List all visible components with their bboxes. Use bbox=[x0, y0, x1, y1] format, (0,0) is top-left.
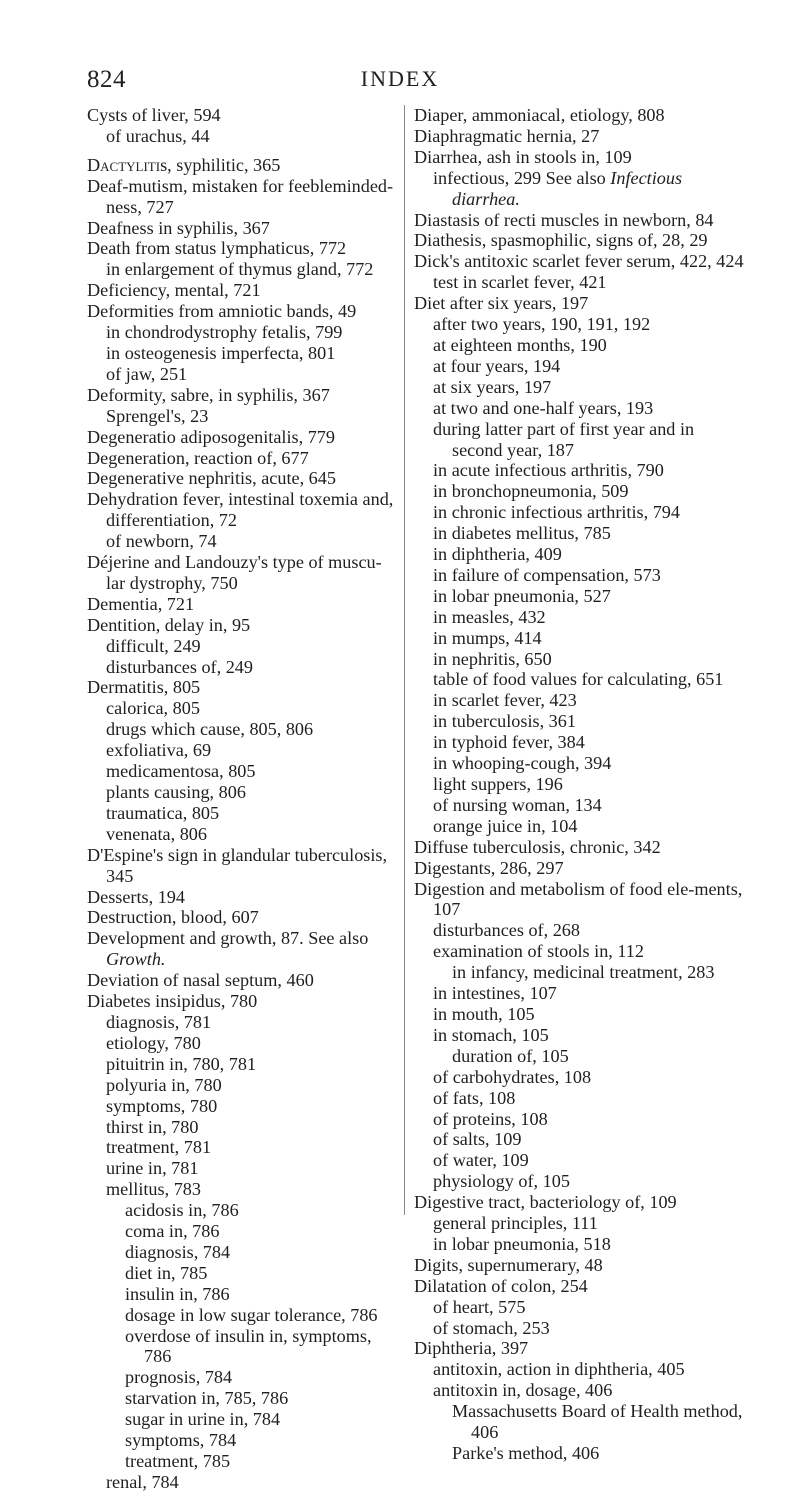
index-entry-text: of carbohydrates, 108 bbox=[433, 1066, 592, 1087]
index-entry bbox=[414, 105, 744, 126]
index-entry-text: of fats, 108 bbox=[433, 1087, 516, 1108]
index-entry bbox=[87, 991, 399, 1012]
index-entry bbox=[125, 1200, 399, 1221]
index-entry-text: pituitrin in, 780, 781 bbox=[106, 1053, 257, 1074]
index-entry bbox=[433, 1088, 744, 1109]
index-entry bbox=[433, 586, 744, 607]
index-entry-text: Digits, supernumerary, 48 bbox=[414, 1254, 603, 1275]
index-entry-text: disturbances of, 249 bbox=[106, 656, 253, 677]
index-entry bbox=[433, 1318, 744, 1339]
index-entry-text: Dermatitis, 805 bbox=[87, 677, 201, 698]
index-entry bbox=[433, 669, 744, 690]
index-entry-text: Digestive tract, bacteriology of, 109 bbox=[414, 1192, 677, 1213]
index-entry bbox=[414, 147, 744, 168]
index-entry bbox=[433, 607, 744, 628]
index-entry bbox=[106, 364, 399, 385]
index-entry bbox=[433, 649, 744, 670]
index-entry-text: antitoxin in, dosage, 406 bbox=[433, 1380, 613, 1401]
index-entry-text: in acute infectious arthritis, 790 bbox=[433, 460, 664, 481]
index-entry bbox=[414, 858, 744, 879]
index-entry bbox=[87, 427, 399, 448]
index-entry-text: dosage in low sugar tolerance, 786 bbox=[125, 1304, 378, 1325]
index-entry bbox=[433, 732, 744, 753]
index-entry bbox=[452, 962, 744, 983]
index-entry bbox=[433, 565, 744, 586]
index-entry bbox=[87, 677, 399, 698]
index-entry bbox=[106, 531, 399, 552]
index-entry-text: drugs which cause, 805, 806 bbox=[106, 719, 314, 740]
index-entry-text: diagnosis, 784 bbox=[125, 1241, 231, 1262]
index-entry bbox=[414, 293, 744, 314]
index-entry-text: Sprengel's, 23 bbox=[106, 405, 209, 426]
index-entry-text: in measles, 432 bbox=[433, 606, 546, 627]
index-entry bbox=[433, 1359, 744, 1380]
index-entry bbox=[433, 398, 744, 419]
index-entry-text: Diphtheria, 397 bbox=[414, 1338, 529, 1359]
index-entry bbox=[87, 301, 399, 322]
page-number: 824 bbox=[87, 66, 126, 93]
index-entry bbox=[433, 460, 744, 481]
index-entry bbox=[125, 1242, 399, 1263]
index-entry bbox=[106, 1472, 399, 1493]
index-entry-text: in chondrodystrophy fetalis, 799 bbox=[106, 322, 343, 343]
index-entry-text: Degenerative nephritis, acute, 645 bbox=[87, 468, 336, 489]
index-entry-text: prognosis, 784 bbox=[125, 1367, 233, 1388]
index-entry-text: exfoliativa, 69 bbox=[106, 740, 212, 761]
index-column-left bbox=[87, 105, 399, 1493]
index-entry-text: Deviation of nasal septum, 460 bbox=[87, 970, 314, 991]
index-entry-text: in enlargement of thymus gland, 772 bbox=[106, 259, 374, 280]
index-entry bbox=[433, 1213, 744, 1234]
index-entry bbox=[106, 406, 399, 427]
index-entry-text: in stomach, 105 bbox=[433, 1024, 549, 1045]
index-entry bbox=[87, 594, 399, 615]
index-entry-text: Diet after six years, 197 bbox=[414, 293, 589, 314]
index-entry-text: Déjerine and Landouzy's type of muscu-lar dystrophy, 750 bbox=[87, 552, 382, 593]
index-entry bbox=[87, 448, 399, 469]
index-entry-text: polyuria in, 780 bbox=[106, 1074, 222, 1095]
index-entry-text: Death from status lymphaticus, 772 bbox=[87, 238, 347, 259]
index-cross-reference: Infectious diarrhea. bbox=[452, 167, 683, 209]
index-entry bbox=[87, 970, 399, 991]
index-entry-text: table of food values for calculating, 651 bbox=[433, 669, 724, 690]
index-entry bbox=[414, 230, 744, 251]
index-entry bbox=[106, 636, 399, 657]
index-entry-text: Parke's method, 406 bbox=[452, 1443, 600, 1463]
index-entry-text: Dementia, 721 bbox=[87, 593, 195, 614]
index-entry bbox=[414, 1192, 744, 1213]
index-entry bbox=[433, 1150, 744, 1171]
index-entry bbox=[433, 502, 744, 523]
index-entry bbox=[433, 419, 744, 461]
index-entry-text: venenata, 806 bbox=[106, 823, 207, 844]
index-entry-text: diagnosis, 781 bbox=[106, 1011, 212, 1032]
index-entry bbox=[433, 795, 744, 816]
index-entry-text: treatment, 781 bbox=[106, 1137, 212, 1158]
index-entry bbox=[125, 1284, 399, 1305]
index-entry-text: medicamentosa, 805 bbox=[106, 761, 256, 782]
index-entry-text: in intestines, 107 bbox=[433, 983, 557, 1004]
index-entry-text: test in scarlet fever, 421 bbox=[433, 272, 607, 293]
index-entry bbox=[433, 1297, 744, 1318]
index-entry-text: urine in, 781 bbox=[106, 1158, 199, 1179]
index-entry-text: in diabetes mellitus, 785 bbox=[433, 523, 611, 544]
index-entry bbox=[433, 711, 744, 732]
index-entry bbox=[125, 1367, 399, 1388]
index-entry bbox=[106, 719, 399, 740]
index-entry-text: physiology of, 105 bbox=[433, 1171, 570, 1192]
index-entry bbox=[87, 615, 399, 636]
index-entry bbox=[433, 1004, 744, 1025]
index-entry bbox=[87, 907, 399, 928]
index-entry-text: treatment, 785 bbox=[125, 1451, 231, 1471]
index-entry bbox=[87, 887, 399, 908]
index-entry-text: Dehydration fever, intestinal toxemia and, differentiation, 72 bbox=[87, 489, 394, 531]
index-cross-reference: Growth. bbox=[106, 949, 166, 970]
index-entry-text: Deficiency, mental, 721 bbox=[87, 280, 261, 301]
index-entry-text: symptoms, 780 bbox=[106, 1095, 218, 1116]
index-entry bbox=[414, 1338, 744, 1359]
index-entry bbox=[433, 753, 744, 774]
index-entry bbox=[125, 1451, 399, 1472]
index-entry bbox=[87, 928, 399, 970]
index-entry bbox=[87, 468, 399, 489]
index-entry-text: plants causing, 806 bbox=[106, 782, 246, 802]
index-entry-text: Diaper, ammoniacal, etiology, 808 bbox=[414, 105, 665, 125]
index-entry-text: duration of, 105 bbox=[452, 1045, 569, 1066]
index-entry-text: of heart, 575 bbox=[433, 1296, 526, 1317]
index-entry-text: overdose of insulin in, symptoms, 786 bbox=[125, 1325, 372, 1367]
index-entry bbox=[106, 1054, 399, 1075]
index-entry bbox=[106, 343, 399, 364]
index-entry bbox=[433, 628, 744, 649]
page-header-title: INDEX bbox=[360, 66, 440, 91]
index-entry bbox=[87, 218, 399, 239]
index-entry bbox=[87, 385, 399, 406]
index-entry-text: traumatica, 805 bbox=[106, 802, 220, 823]
index-entry-text: etiology, 780 bbox=[106, 1032, 201, 1053]
index-entry-text: at eighteen months, 190 bbox=[433, 334, 607, 355]
index-entry-text: Diarrhea, ash in stools in, 109 bbox=[414, 146, 632, 167]
index-entry-text: Digestion and metabolism of food ele-ments, 107 bbox=[414, 878, 743, 920]
index-entry-text: Deformity, sabre, in syphilis, 367 bbox=[87, 384, 330, 405]
index-entry-text: during latter part of first year and in second year, 187 bbox=[433, 418, 695, 460]
index-entry bbox=[414, 1276, 744, 1297]
index-entry bbox=[125, 1221, 399, 1242]
index-entry bbox=[433, 920, 744, 941]
index-entry-text: in failure of compensation, 573 bbox=[433, 564, 661, 585]
index-entry bbox=[433, 168, 744, 210]
index-entry bbox=[106, 1179, 399, 1200]
index-entry bbox=[414, 251, 744, 272]
index-entry bbox=[433, 690, 744, 711]
index-entry-text: Diabetes insipidus, 780 bbox=[87, 991, 258, 1012]
index-entry bbox=[433, 356, 744, 377]
index-entry bbox=[452, 1401, 744, 1443]
index-entry-text: of nursing woman, 134 bbox=[433, 794, 602, 815]
index-entry-text: renal, 784 bbox=[106, 1471, 179, 1492]
index-entry-text: examination of stools in, 112 bbox=[433, 941, 644, 962]
index-entry-text: in scarlet fever, 423 bbox=[433, 690, 577, 711]
index-entry bbox=[106, 782, 399, 803]
index-entry bbox=[433, 314, 744, 335]
index-entry-text: Deafness in syphilis, 367 bbox=[87, 217, 270, 238]
index-entry bbox=[125, 1305, 399, 1326]
index-entry-text: in lobar pneumonia, 518 bbox=[433, 1233, 611, 1254]
index-entry-text: diet in, 785 bbox=[125, 1262, 208, 1283]
index-entry-text: Diathesis, spasmophilic, signs of, 28, 29 bbox=[414, 230, 708, 251]
index-entry-text: in tuberculosis, 361 bbox=[433, 711, 576, 732]
index-entry bbox=[433, 481, 744, 502]
index-entry bbox=[125, 1326, 399, 1368]
index-entry bbox=[433, 1109, 744, 1130]
index-entry-text: disturbances of, 268 bbox=[433, 920, 580, 941]
index-entry-text: after two years, 190, 191, 192 bbox=[433, 314, 651, 335]
index-entry-text: Dilatation of colon, 254 bbox=[414, 1275, 588, 1296]
index-entry bbox=[106, 698, 399, 719]
index-entry bbox=[452, 1046, 744, 1067]
index-entry-text: of proteins, 108 bbox=[433, 1108, 548, 1129]
index-entry-text: of urachus, 44 bbox=[106, 125, 210, 146]
index-entry bbox=[106, 803, 399, 824]
index-entry-text: at six years, 197 bbox=[433, 376, 552, 397]
index-entry-text: symptoms, 784 bbox=[125, 1430, 237, 1451]
index-entry-text: of stomach, 253 bbox=[433, 1317, 550, 1338]
index-entry-text: starvation in, 785, 786 bbox=[125, 1388, 289, 1409]
index-entry-text: in mumps, 414 bbox=[433, 627, 542, 648]
index-entry bbox=[414, 1255, 744, 1276]
index-entry bbox=[106, 761, 399, 782]
index-entry bbox=[433, 377, 744, 398]
index-entry-text: of water, 109 bbox=[433, 1150, 529, 1171]
index-entry-text: at four years, 194 bbox=[433, 355, 561, 376]
index-entry bbox=[87, 176, 399, 218]
index-entry bbox=[106, 126, 399, 147]
index-entry bbox=[433, 1025, 744, 1046]
index-entry bbox=[106, 1137, 399, 1158]
index-entry bbox=[433, 1171, 744, 1192]
index-entry-text: mellitus, 783 bbox=[106, 1179, 201, 1200]
index-entry-text: Degeneratio adiposogenitalis, 779 bbox=[87, 426, 335, 447]
index-entry-text: in chronic infectious arthritis, 794 bbox=[433, 502, 680, 523]
index-entry-text: difficult, 249 bbox=[106, 635, 201, 656]
index-entry bbox=[433, 983, 744, 1004]
index-entry bbox=[433, 1234, 744, 1255]
index-entry-text: at two and one-half years, 193 bbox=[433, 397, 654, 418]
index-entry bbox=[106, 1075, 399, 1096]
index-entry-text: Diaphragmatic hernia, 27 bbox=[414, 125, 600, 146]
index-entry-text: of newborn, 74 bbox=[106, 531, 217, 552]
index-entry bbox=[125, 1430, 399, 1451]
index-entry-text: D'Espine's sign in glandular tuberculosis, 345 bbox=[87, 844, 388, 886]
index-entry bbox=[87, 845, 399, 887]
index-entry bbox=[125, 1263, 399, 1284]
index-entry bbox=[433, 1380, 744, 1401]
index-entry-text: light suppers, 196 bbox=[433, 774, 563, 794]
index-entry bbox=[414, 210, 744, 231]
index-entry-text: calorica, 805 bbox=[106, 698, 200, 719]
index-entry-text: of jaw, 251 bbox=[106, 363, 188, 384]
index-entry bbox=[433, 1067, 744, 1088]
index-entry-text: of salts, 109 bbox=[433, 1129, 522, 1150]
column-divider bbox=[404, 105, 405, 1215]
index-entry bbox=[106, 1012, 399, 1033]
index-entry bbox=[106, 657, 399, 678]
index-entry-text: in nephritis, 650 bbox=[433, 648, 552, 669]
index-entry bbox=[433, 1129, 744, 1150]
index-entry bbox=[106, 1096, 399, 1117]
index-entry bbox=[106, 259, 399, 280]
index-entry bbox=[106, 322, 399, 343]
index-entry bbox=[433, 941, 744, 962]
index-entry-text: orange juice in, 104 bbox=[433, 815, 578, 836]
index-entry bbox=[452, 1443, 744, 1464]
index-entry-text: antitoxin, action in diphtheria, 405 bbox=[433, 1359, 685, 1380]
index-entry bbox=[414, 126, 744, 147]
index-entry-text: in diphtheria, 409 bbox=[433, 544, 562, 565]
index-entry-text: Deaf-mutism, mistaken for feebleminded-ness, 727 bbox=[87, 175, 394, 217]
index-entry-text: in typhoid fever, 384 bbox=[433, 732, 585, 753]
index-entry bbox=[414, 879, 744, 921]
index-entry-text: general principles, 111 bbox=[433, 1213, 598, 1234]
index-entry bbox=[433, 523, 744, 544]
index-entry bbox=[433, 544, 744, 565]
index-entry bbox=[87, 552, 399, 594]
index-entry-text: thirst in, 780 bbox=[106, 1116, 199, 1137]
index-entry-text: Diffuse tuberculosis, chronic, 342 bbox=[414, 836, 661, 857]
index-entry-text: Dentition, delay in, 95 bbox=[87, 614, 251, 635]
index-entry-text: Digestants, 286, 297 bbox=[414, 857, 564, 878]
index-entry-text: Destruction, blood, 607 bbox=[87, 907, 259, 928]
index-entry bbox=[106, 740, 399, 761]
index-entry bbox=[433, 774, 744, 795]
index-entry-text: Degeneration, reaction of, 677 bbox=[87, 447, 309, 468]
index-entry-text: Deformities from amniotic bands, 49 bbox=[87, 301, 357, 322]
index-entry bbox=[106, 1158, 399, 1179]
index-entry-text: in bronchopneumonia, 509 bbox=[433, 481, 629, 502]
index-entry bbox=[87, 105, 399, 126]
index-entry-text: Dick's antitoxic scarlet fever serum, 422, 424 bbox=[414, 251, 744, 272]
index-entry-text: Diastasis of recti muscles in newborn, 84 bbox=[414, 209, 714, 230]
index-entry-text: sugar in urine in, 784 bbox=[125, 1409, 281, 1430]
index-entry bbox=[87, 489, 399, 531]
index-entry-text: coma in, 786 bbox=[125, 1221, 220, 1242]
index-entry bbox=[106, 824, 399, 845]
index-entry-text: Massachusetts Board of Health method, 406 bbox=[452, 1401, 743, 1443]
index-entry-text: Cysts of liver, 594 bbox=[87, 105, 221, 125]
index-entry-text: infectious, 299 See also bbox=[433, 167, 606, 188]
index-entry-text: in whooping-cough, 394 bbox=[433, 753, 612, 774]
index-entry bbox=[414, 837, 744, 858]
index-entry bbox=[106, 1117, 399, 1138]
index-entry-text: in lobar pneumonia, 527 bbox=[433, 585, 611, 606]
index-entry bbox=[125, 1409, 399, 1430]
index-entry bbox=[87, 280, 399, 301]
index-entry-text: insulin in, 786 bbox=[125, 1283, 230, 1304]
index-entry-text: in infancy, medicinal treatment, 283 bbox=[452, 962, 715, 983]
index-entry-text: in osteogenesis imperfecta, 801 bbox=[106, 342, 336, 363]
index-entry bbox=[87, 238, 399, 259]
index-entry bbox=[433, 816, 744, 837]
index-entry-text: Desserts, 194 bbox=[87, 886, 185, 907]
index-entry-smallcaps: Dactyliti bbox=[87, 154, 161, 175]
index-entry: Dactylitis, syphilitic, 365 bbox=[87, 154, 281, 175]
index-entry-text: in mouth, 105 bbox=[433, 1003, 535, 1024]
index-entry-text: acidosis in, 786 bbox=[125, 1200, 239, 1221]
index-entry-text: Development and growth, 87. See also bbox=[87, 928, 369, 949]
index-column-right bbox=[414, 105, 744, 1464]
index-entry bbox=[106, 1033, 399, 1054]
index-entry bbox=[433, 272, 744, 293]
index-entry bbox=[125, 1388, 399, 1409]
index-entry bbox=[433, 335, 744, 356]
